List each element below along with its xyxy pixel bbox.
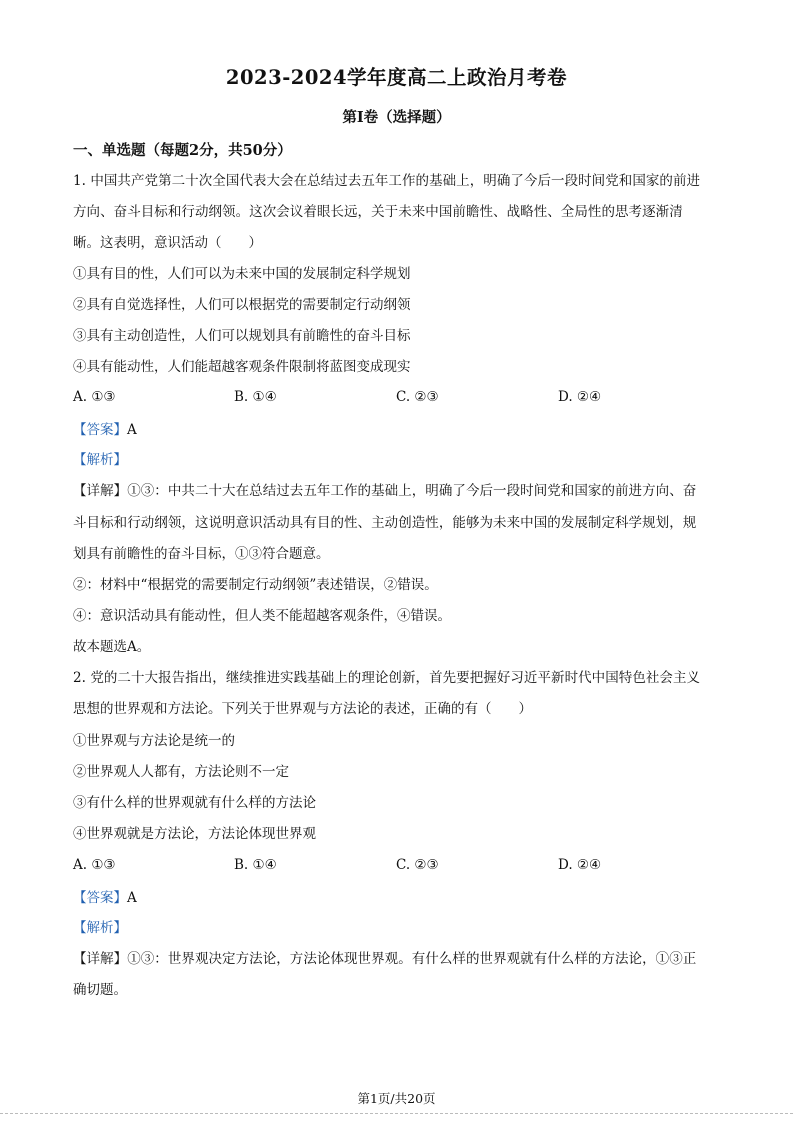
q1-conclusion: 故本题选A。 xyxy=(73,639,151,655)
q1-stem-line: 1. 中国共产党第二十次全国代表大会在总结过去五年工作的基础上，明确了今后一段时间党和国家的前进 xyxy=(73,173,701,189)
q2-option-b: B. ①④ xyxy=(234,857,277,873)
q2-answer xyxy=(73,888,137,908)
answer-value: A xyxy=(127,422,137,438)
q1-stem-line: 方向、奋斗目标和行动纲领。这次会议着眼长远，关于未来中国前瞻性、战略性、全局性的思考逐渐清 xyxy=(73,204,683,220)
answer-label: 【答案】 xyxy=(73,422,127,438)
detail-label: 【详解】 xyxy=(73,483,128,499)
q1-extra-line: ④：意识活动具有能动性，但人类不能超越客观条件，④错误。 xyxy=(73,608,451,624)
q1-option-a: A. ①③ xyxy=(73,389,116,405)
q2-option-a: A. ①③ xyxy=(73,857,116,873)
q2-statement: ②世界观人人都有，方法论则不一定 xyxy=(73,764,289,780)
q2-option-c: C. ②③ xyxy=(396,857,439,873)
q1-option-d: D. ②④ xyxy=(558,389,602,405)
q2-stem-line: 思想的世界观和方法论。下列关于世界观与方法论的表述，正确的有（ ） xyxy=(73,701,532,717)
analysis-label: 【解析】 xyxy=(73,920,127,936)
q1-statement: ①具有目的性，人们可以为未来中国的发展制定科学规划 xyxy=(73,266,411,282)
answer-value: A xyxy=(127,890,137,906)
q1-answer xyxy=(73,420,137,440)
detail-text: ①③：中共二十大在总结过去五年工作的基础上，明确了今后一段时间党和国家的前进方向、奋 xyxy=(127,483,697,499)
q2-option-d: D. ②④ xyxy=(558,857,602,873)
q1-detail-line: 斗目标和行动纲领，这说明意识活动具有目的性、主动创造性，能够为未来中国的发展制定科学规划，规 xyxy=(73,515,697,531)
answer-label: 【答案】 xyxy=(73,890,127,906)
footer-divider xyxy=(0,1113,793,1114)
q1-statement: ②具有自觉选择性，人们可以根据党的需要制定行动纲领 xyxy=(73,297,411,313)
analysis-label: 【解析】 xyxy=(73,452,127,468)
q1-analysis xyxy=(73,450,127,470)
q1-option-c: C. ②③ xyxy=(396,389,439,405)
q1-statement: ③具有主动创造性，人们可以规划具有前瞻性的奋斗目标 xyxy=(73,328,411,344)
q2-statement: ①世界观与方法论是统一的 xyxy=(73,733,235,749)
q2-statement: ③有什么样的世界观就有什么样的方法论 xyxy=(73,795,316,811)
q1-detail-line: 划具有前瞻性的奋斗目标，①③符合题意。 xyxy=(73,546,330,562)
q1-statement: ④具有能动性，人们能超越客观条件限制将蓝图变成现实 xyxy=(73,359,411,375)
detail-text: ①③：世界观决定方法论，方法论体现世界观。有什么样的世界观就有什么样的方法论，①③正 xyxy=(127,951,697,967)
exam-title: 2023-2024学年度高二上政治月考卷 xyxy=(225,66,568,89)
q2-detail-line xyxy=(73,949,696,969)
page-number: 第1页/共20页 xyxy=(357,1091,436,1106)
q2-detail-line: 确切题。 xyxy=(73,982,127,998)
detail-label: 【详解】 xyxy=(73,951,128,967)
q1-extra-line: ②：材料中“根据党的需要制定行动纲领”表述错误，②错误。 xyxy=(73,577,438,593)
section-heading: 一、单选题（每题2分，共50分） xyxy=(73,142,292,159)
q2-stem-line: 2. 党的二十大报告指出，继续推进实践基础上的理论创新，首先要把握好习近平新时代中国特色社会主义 xyxy=(73,670,701,686)
q1-option-b: B. ①④ xyxy=(234,389,277,405)
volume-subtitle: 第I卷（选择题） xyxy=(342,109,451,126)
q2-statement: ④世界观就是方法论，方法论体现世界观 xyxy=(73,826,316,842)
q1-detail-line xyxy=(73,481,696,501)
q2-analysis xyxy=(73,918,127,938)
q1-stem-line: 晰。这表明，意识活动（ ） xyxy=(73,235,262,251)
